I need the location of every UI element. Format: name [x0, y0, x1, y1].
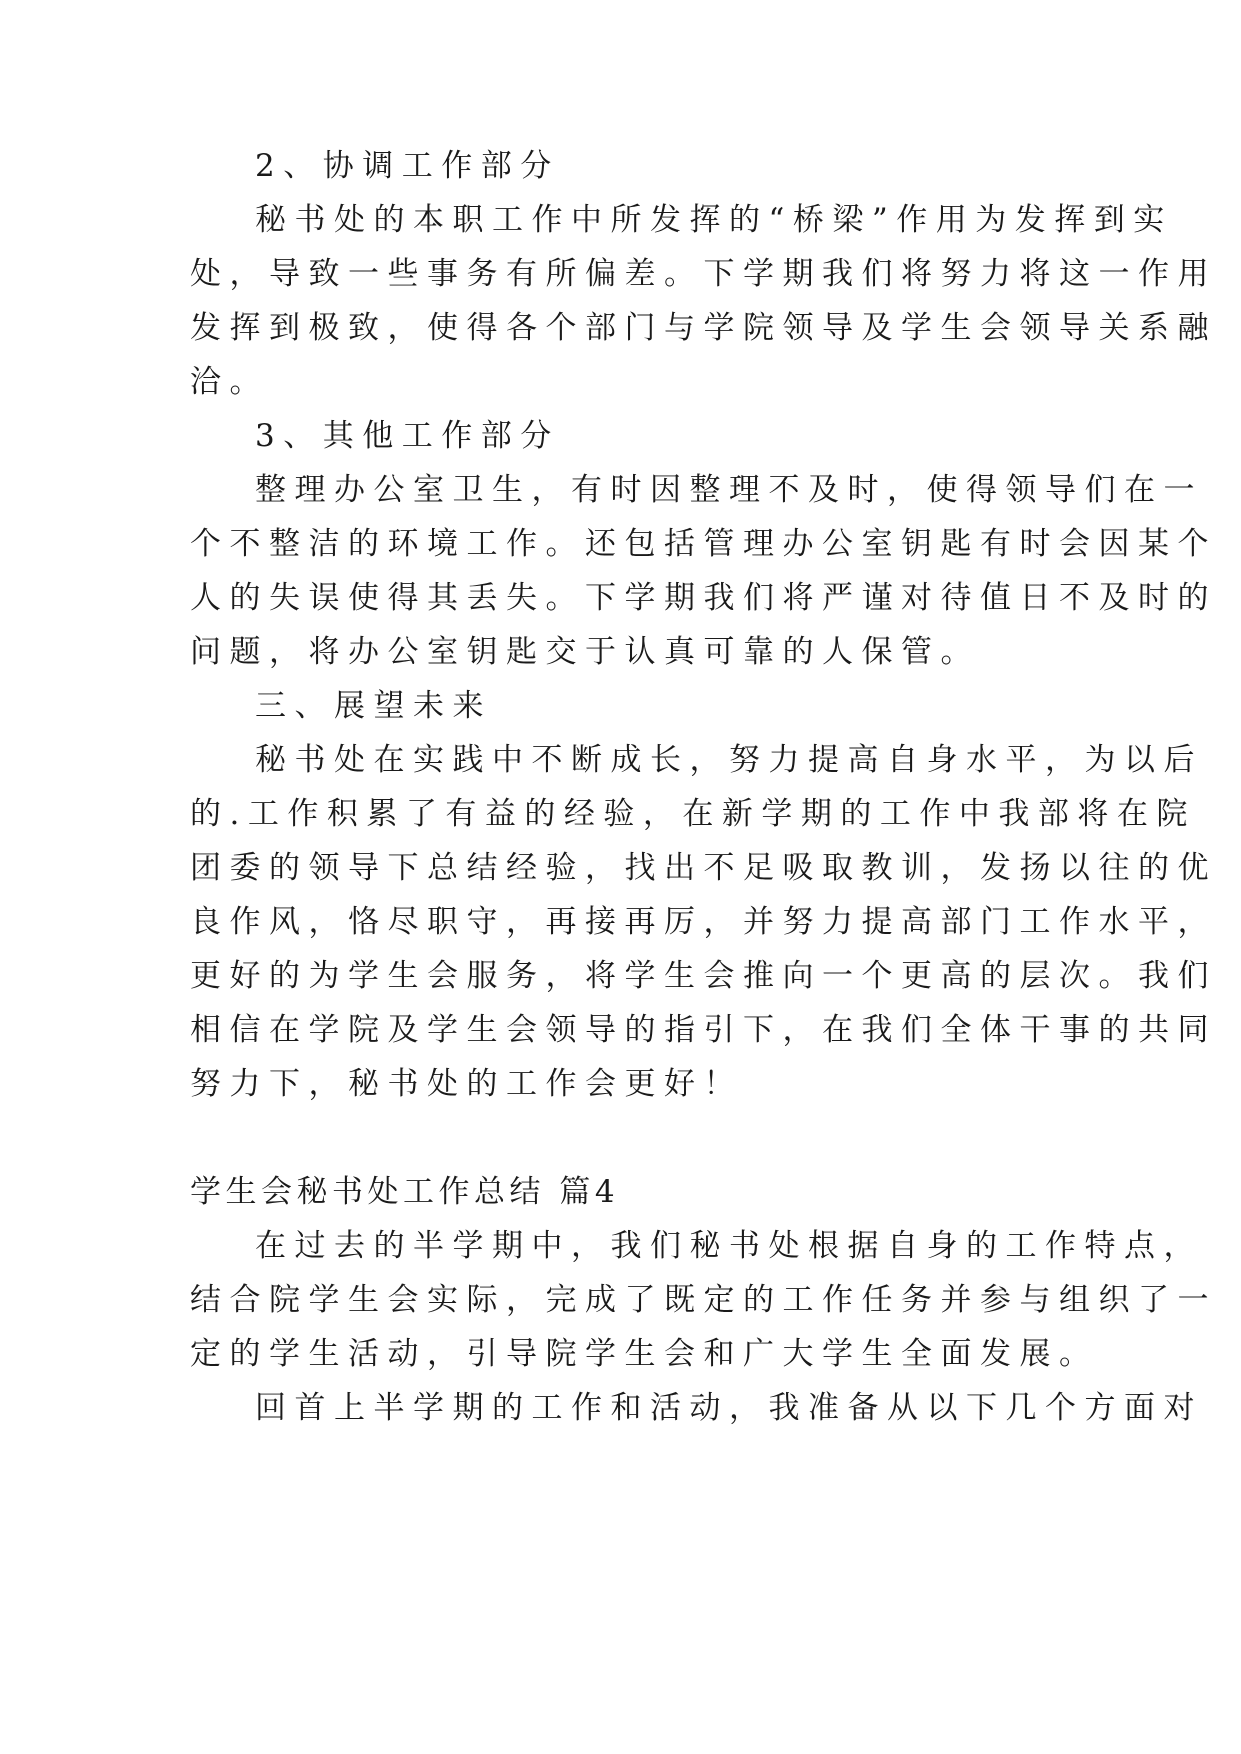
section-3-heading: 3、其他工作部分 [255, 418, 560, 454]
section-2-line: 发挥到极致，使得各个部门与学院领导及学生会领导关系融 [190, 310, 1217, 346]
article-paragraph-line: 回首上半学期的工作和活动，我准备从以下几个方面对 [255, 1390, 1203, 1426]
section-2-line: 秘书处的本职工作中所发挥的“桥梁”作用为发挥到实 [255, 202, 1173, 238]
article-paragraph-line: 定的学生活动，引导院学生会和广大学生全面发展。 [190, 1336, 1099, 1372]
section-2-line: 处，导致一些事务有所偏差。下学期我们将努力将这一作用 [190, 256, 1217, 292]
outlook-line: 秘书处在实践中不断成长，努力提高自身水平，为以后 [255, 742, 1203, 778]
section-3-line: 个不整洁的环境工作。还包括管理办公室钥匙有时会因某个 [190, 526, 1217, 562]
outlook-line: 的.工作积累了有益的经验，在新学期的工作中我部将在院 [190, 796, 1196, 832]
article-paragraph-line: 在过去的半学期中，我们秘书处根据自身的工作特点， [255, 1228, 1203, 1264]
article-title: 学生会秘书处工作总结 篇4 [190, 1174, 620, 1210]
section-3-line: 人的失误使得其丢失。下学期我们将严谨对待值日不及时的 [190, 580, 1217, 616]
outlook-line: 相信在学院及学生会领导的指引下，在我们全体干事的共同 [190, 1012, 1217, 1048]
article-paragraph-line: 结合院学生会实际，完成了既定的工作任务并参与组织了一 [190, 1282, 1217, 1318]
outlook-line: 更好的为学生会服务，将学生会推向一个更高的层次。我们 [190, 958, 1217, 994]
outlook-heading: 三、展望未来 [255, 688, 492, 724]
section-2-line: 洽。 [190, 364, 269, 400]
section-3-line: 问题，将办公室钥匙交于认真可靠的人保管。 [190, 634, 980, 670]
outlook-line: 努力下，秘书处的工作会更好！ [190, 1066, 743, 1102]
section-2-heading: 2、协调工作部分 [255, 148, 560, 184]
outlook-line: 团委的领导下总结经验，找出不足吸取教训，发扬以往的优 [190, 850, 1217, 886]
outlook-line: 良作风，恪尽职守，再接再厉，并努力提高部门工作水平， [190, 904, 1217, 940]
section-3-line: 整理办公室卫生，有时因整理不及时，使得领导们在一 [255, 472, 1203, 508]
